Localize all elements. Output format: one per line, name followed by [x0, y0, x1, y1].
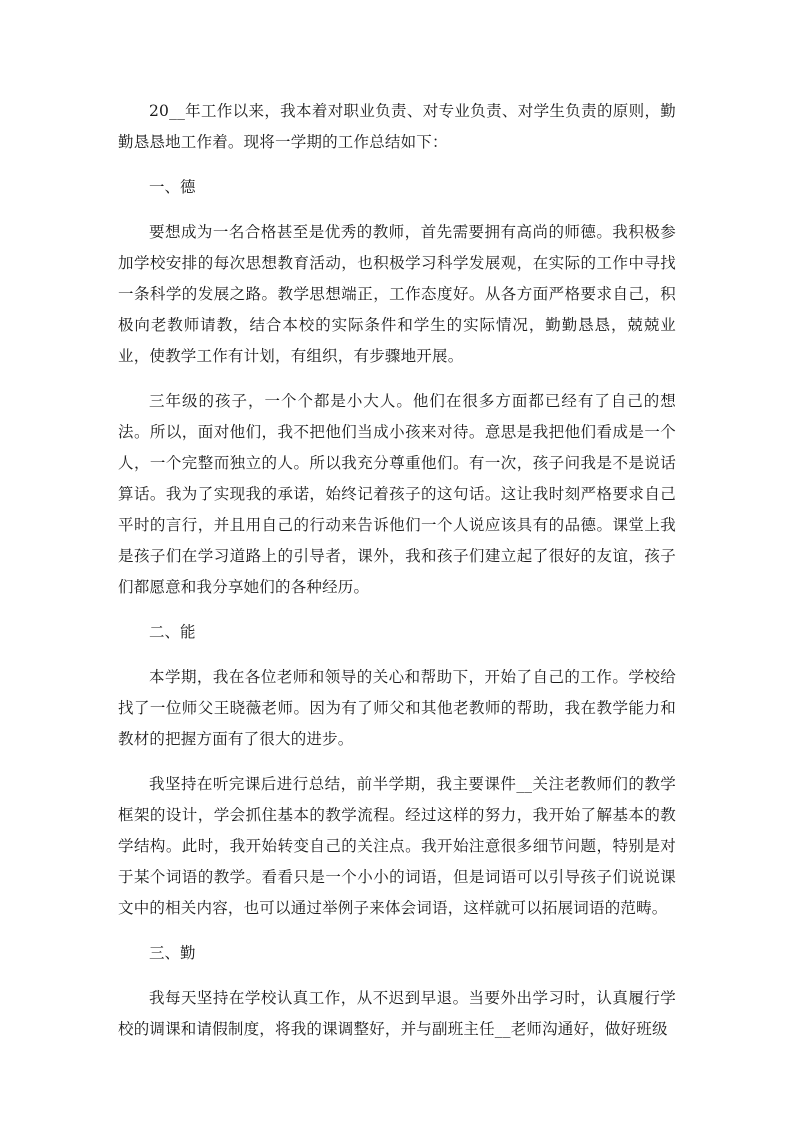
diligence-paragraph-1: 我每天坚持在学校认真工作，从不迟到早退。当要外出学习时，认真履行学校的调课和请假制度，将我的课调整好，并与副班主任__老师沟通好，做好班级 — [118, 989, 676, 1038]
intro-paragraph: 20__年工作以来，我本着对职业负责、对专业负责、对学生负责的原则，勤勤恳恳地工作着。现将一学期的工作总结如下： — [118, 102, 676, 151]
document-page — [118, 96, 676, 1059]
section-heading-ability: 二、能 — [149, 623, 196, 641]
virtue-paragraph-1: 要想成为一名合格甚至是优秀的教师，首先需要拥有高尚的师德。我积极参加学校安排的每次思想教育活动，也积极学习科学发展观，在实际的工作中寻找一条科学的发展之路。教学思想端正，工作态度好。从各方面严格要求自己，积极向老教师请教，结合本校的实际条件和学生的实际情况，勤勤恳恳，兢兢业业，使教学工作有计划，有组织，有步骤地开展。 — [118, 223, 676, 365]
section-heading-virtue: 一、德 — [149, 178, 196, 196]
virtue-paragraph-2: 三年级的孩子，一个个都是小大人。他们在很多方面都已经有了自己的想法。所以，面对他们，我不把他们当成小孩来对待。意思是我把他们看成是一个人，一个完整而独立的人。所以我充分尊重他们。有一次，孩子问我是不是说话算话。我为了实现我的承诺，始终记着孩子的这句话。这让我时刻严格要求自己平时的言行，并且用自己的行动来告诉他们一个人说应该具有的品德。课堂上我是孩子们在学习道路上的引导者，课外，我和孩子们建立起了很好的友谊，孩子们都愿意和我分享她们的各种经历。 — [118, 392, 676, 596]
ability-paragraph-2: 我坚持在听完课后进行总结，前半学期，我主要课件__关注老教师们的教学框架的设计，学会抓住基本的教学流程。经过这样的努力，我开始了解基本的教学结构。此时，我开始转变自己的关注点。我开始注意很多细节问题，特别是对于某个词语的教学。看看只是一个小小的词语，但是词语可以引导孩子们说说课文中的相关内容，也可以通过举例子来体会词语，这样就可以拓展词语的范畴。 — [118, 775, 676, 917]
section-heading-diligence: 三、勤 — [149, 944, 196, 962]
ability-paragraph-1: 本学期，我在各位老师和领导的关心和帮助下，开始了自己的工作。学校给找了一位师父王晓薇老师。因为有了师父和其他老教师的帮助，我在教学能力和教材的把握方面有了很大的进步。 — [118, 668, 676, 748]
